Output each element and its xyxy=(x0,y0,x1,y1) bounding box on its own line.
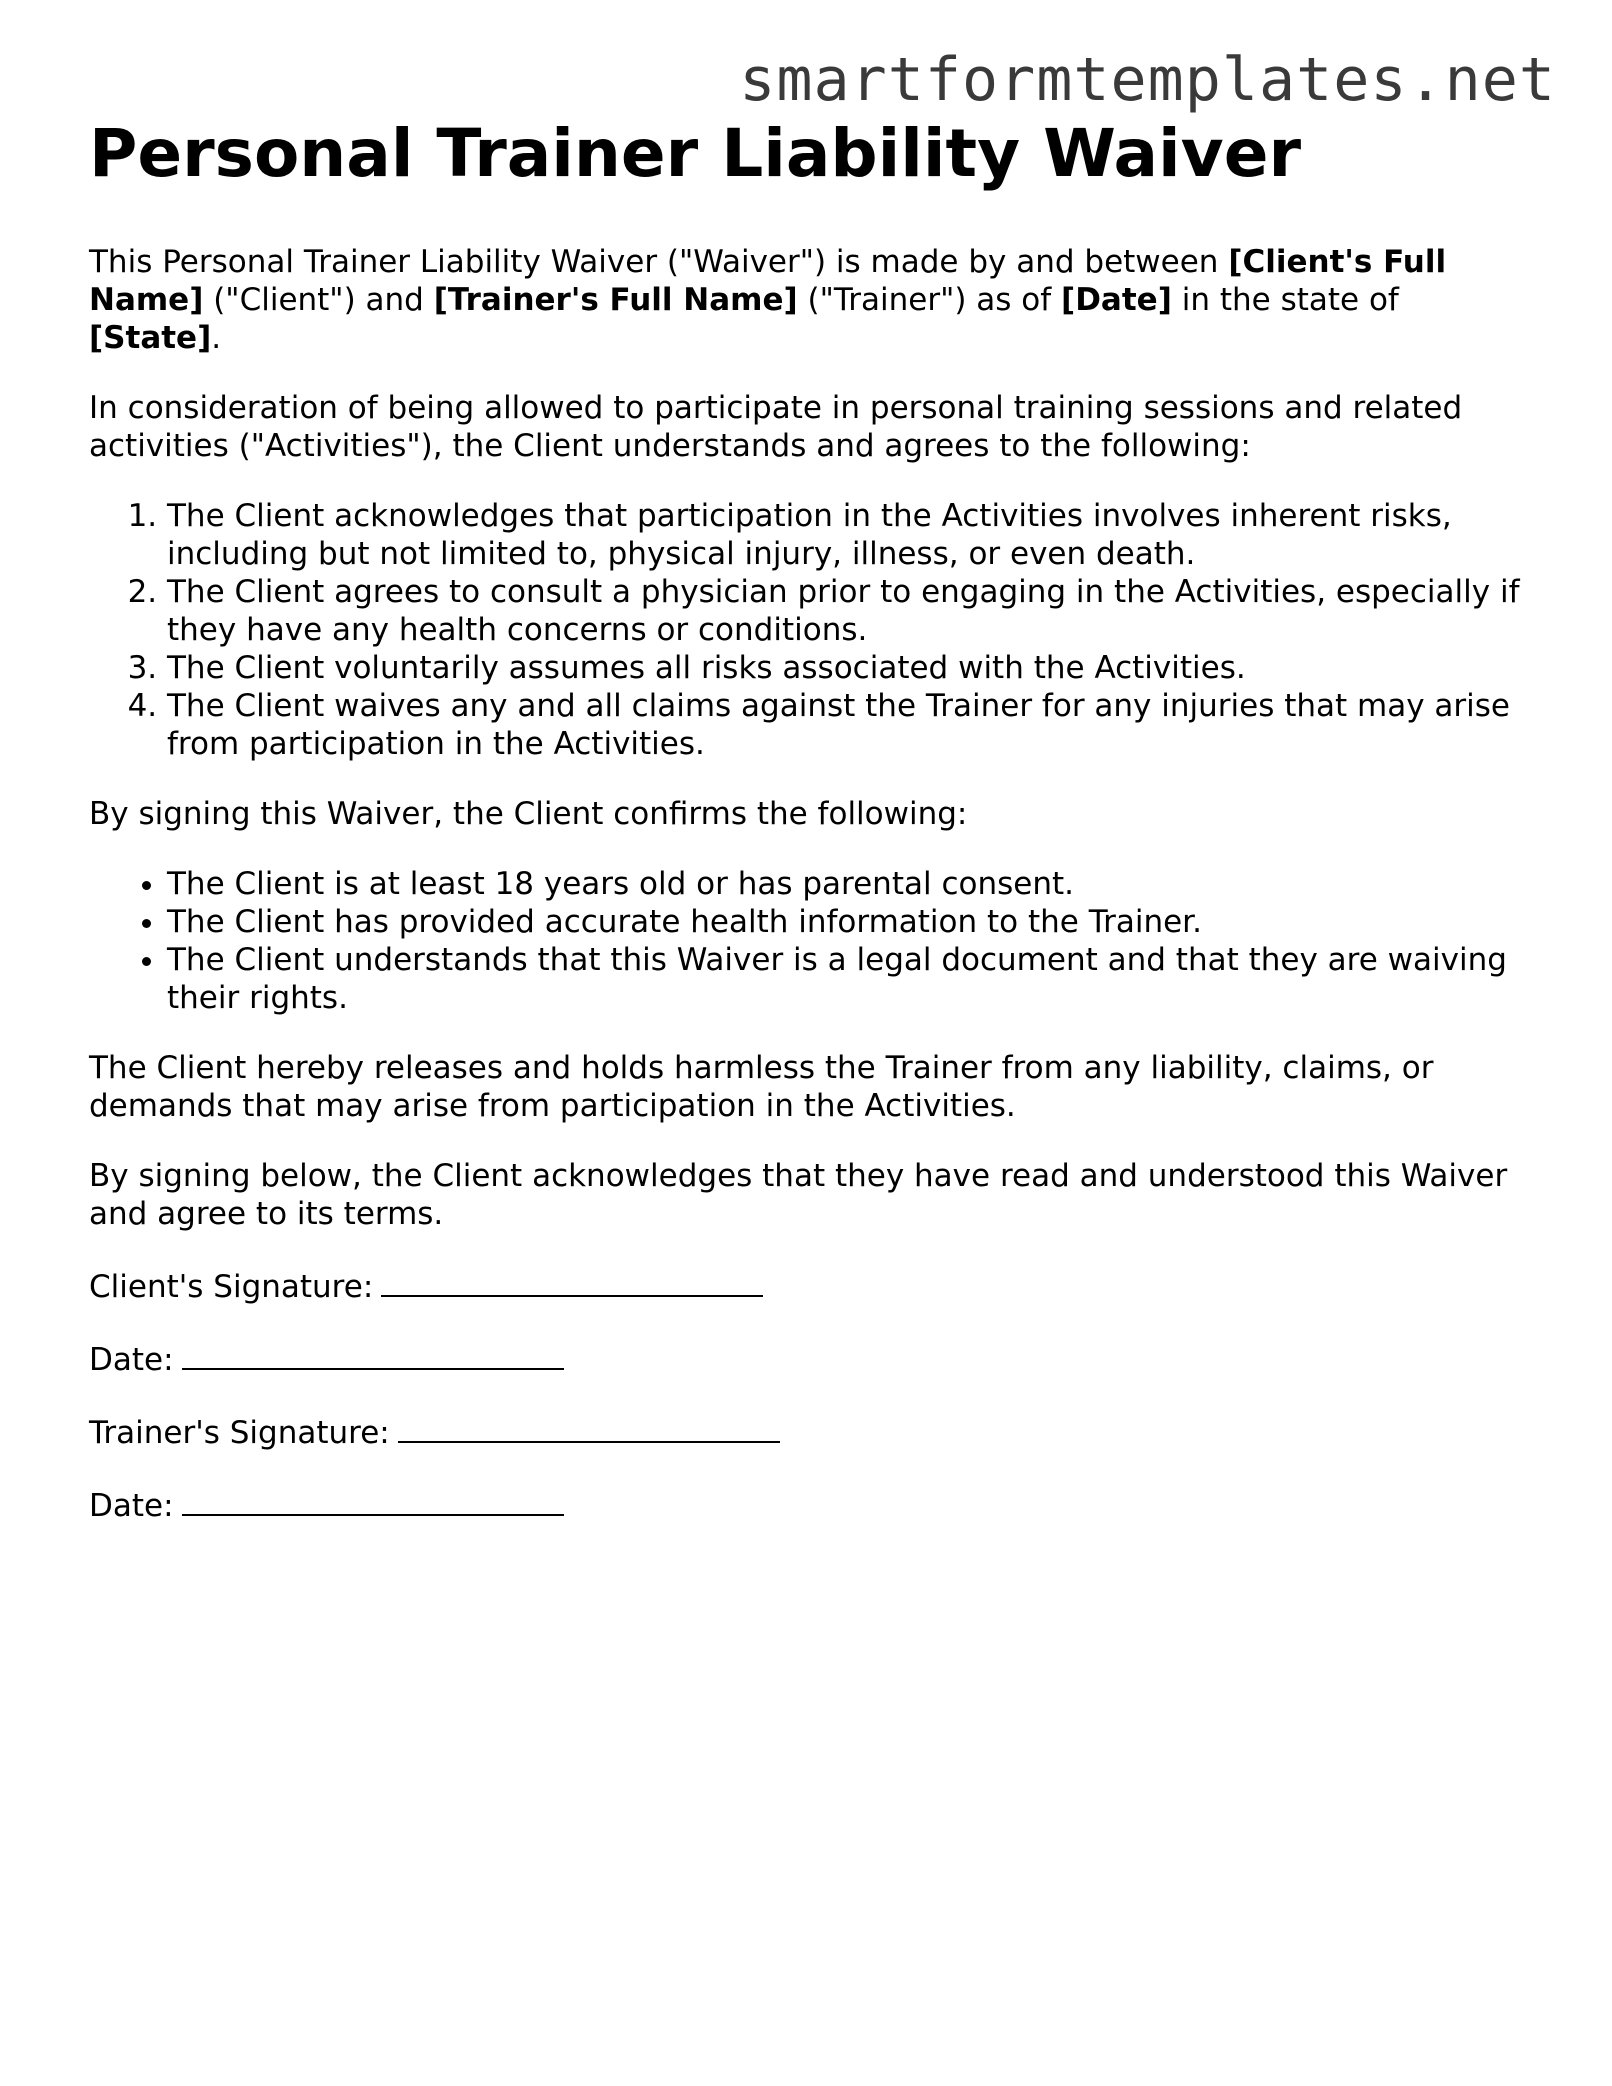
client-date-field[interactable] xyxy=(182,1338,564,1370)
trainer-date-field[interactable] xyxy=(182,1484,564,1516)
client-date-label: Date: xyxy=(89,1342,174,1378)
consideration-paragraph: In consideration of being allowed to participate in personal training sessions and related activities ("Activities"), the Client understands and agrees to the following: xyxy=(89,390,1463,464)
list-item: • The Client is at least 18 years old or has parental consent. xyxy=(167,865,1529,903)
client-signature-label: Client's Signature: xyxy=(89,1269,374,1305)
client-signature-line xyxy=(89,1265,1529,1306)
list-item: 2. The Client agrees to consult a physician prior to engaging in the Activities, especially if they have any health concerns or conditions. xyxy=(167,573,1529,649)
date-placeholder: [Date] xyxy=(1061,282,1172,318)
release-paragraph: The Client hereby releases and holds harmless the Trainer from any liability, claims, or demands that may arise from participation in the Activities. xyxy=(89,1050,1434,1124)
terms-list xyxy=(89,497,1529,763)
trainer-signature-label: Trainer's Signature: xyxy=(89,1415,390,1451)
intro-text-3: ("Trainer") as of xyxy=(797,282,1062,318)
trainer-name-placeholder: [Trainer's Full Name] xyxy=(433,282,798,318)
confirmations-list xyxy=(89,865,1529,1017)
client-signature-field[interactable] xyxy=(381,1265,763,1297)
trainer-signature-line xyxy=(89,1411,1529,1452)
trainer-signature-field[interactable] xyxy=(398,1411,780,1443)
state-placeholder: [State] xyxy=(89,320,212,356)
intro-text-1: This Personal Trainer Liability Waiver ("Waiver") is made by and between xyxy=(89,244,1229,280)
intro-text-2: ("Client") and xyxy=(203,282,434,318)
document-title: Personal Trainer Liability Waiver xyxy=(89,115,1302,192)
intro-text-5: . xyxy=(211,320,222,356)
client-date-line xyxy=(89,1338,1529,1379)
confirm-intro: By signing this Waiver, the Client confirms the following: xyxy=(89,796,968,832)
trainer-date-line xyxy=(89,1484,1529,1525)
document-body xyxy=(89,112,1529,1557)
client-name-placeholder: [Client's Full Name] xyxy=(89,244,1447,318)
list-item: 3. The Client voluntarily assumes all risks associated with the Activities. xyxy=(167,649,1529,687)
list-item: 4. The Client waives any and all claims against the Trainer for any injuries that may arise from participation in the Activities. xyxy=(167,687,1529,763)
list-item: • The Client has provided accurate health information to the Trainer. xyxy=(167,903,1529,941)
watermark: smartformtemplates.net xyxy=(739,45,1556,115)
list-item: • The Client understands that this Waiver is a legal document and that they are waiving their rights. xyxy=(167,941,1529,1017)
trainer-date-label: Date: xyxy=(89,1488,174,1524)
intro-text-4: in the state of xyxy=(1171,282,1399,318)
list-item: 1. The Client acknowledges that participation in the Activities involves inherent risks, including but not limited to, physical injury, illness, or even death. xyxy=(167,497,1529,573)
acknowledge-paragraph: By signing below, the Client acknowledges that they have read and understood this Waiver and agree to its terms. xyxy=(89,1158,1508,1232)
intro-paragraph xyxy=(89,243,1529,357)
